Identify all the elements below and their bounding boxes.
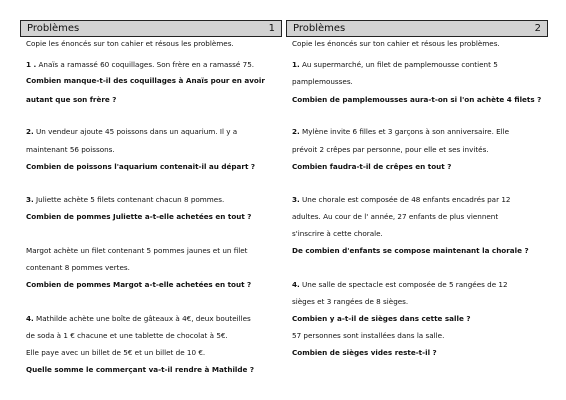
card-header [286,20,548,37]
problem-4-text [26,314,280,324]
problem-3-text [292,195,546,205]
problem-statement: Un vendeur ajoute 45 poissons dans un aquarium. Il y a [33,127,238,136]
problem-number: 2. [26,127,34,136]
problem-2-text-line-2: prévoit 2 crêpes par personne, pour elle et ses invités. [292,145,489,154]
problem-3-text-line-2: adultes. Au cour de l' année, 27 enfants de plus viennent [292,212,499,221]
problem-1-question-line-1: Combien manque-t-il des coquillages à Anaïs pour en avoir [26,76,265,85]
problem-1-text-line-2: pamplemousses. [292,77,353,86]
problem-1-text [292,60,546,70]
problem-2-question: Combien faudra-t-il de crêpes en tout ? [292,162,452,171]
problem-statement: Anaïs a ramassé 60 coquillages. Son frère en a ramassé 75. [36,60,255,69]
problem-3-question: Combien de pommes Juliette a-t-elle achetées en tout ? [26,212,252,221]
problem-3-text [26,195,280,205]
card-header [20,20,282,37]
problem-3-question: De combien d'enfants se compose maintenant la chorale ? [292,246,529,255]
problem-statement: Juliette achète 5 filets contenant chacun 8 pommes. [33,195,225,204]
problem-4-text-line-3: 57 personnes sont installées dans la salle. [292,331,445,340]
problem-number: 2. [292,127,300,136]
problem-3-text-line-3: s'inscrire à cette chorale. [292,229,383,238]
problem-3b-text-line-1: Margot achète un filet contenant 5 pommes jaunes et un filet [26,246,248,255]
worksheet-card-2 [286,20,548,396]
problem-4-text-line-3: Elle paye avec un billet de 5€ et un billet de 10 €. [26,348,206,357]
problem-3b-text-line-2: contenant 8 pommes vertes. [26,263,130,272]
problem-4-question: Quelle somme le commerçant va-t-il rendre à Mathilde ? [26,365,255,374]
problem-statement: Mylène invite 6 filles et 3 garçons à son anniversaire. Elle [299,127,510,136]
problem-4-question-1: Combien y a-t-il de sièges dans cette salle ? [292,314,471,323]
problem-number: 1. [292,60,300,69]
problem-number: 3. [26,195,34,204]
problem-4-question-2: Combien de sièges vides reste-t-il ? [292,348,437,357]
problem-statement: Une salle de spectacle est composée de 5 rangées de 12 [299,280,508,289]
problem-2-text [26,127,280,137]
problem-statement: Au supermarché, un filet de pamplemousse contient 5 [299,60,498,69]
problem-number: 4. [292,280,300,289]
card-number: 1 [268,23,275,34]
problem-3b-question: Combien de pommes Margot a-t-elle achetées en tout ? [26,280,252,289]
problem-4-text [292,280,546,290]
worksheet-card-1 [20,20,282,396]
problem-2-text-line-2: maintenant 56 poissons. [26,145,115,154]
problem-number: 4. [26,314,34,323]
card-title: Problèmes [293,23,346,34]
problem-number: 1 . [26,60,37,69]
problem-1-text [26,60,280,70]
card-number: 2 [534,23,541,34]
problem-statement: Mathilde achète une boîte de gâteaux à 4€, deux bouteilles [33,314,251,323]
problem-1-question: Combien de pamplemousses aura-t-on si l'on achète 4 filets ? [292,95,542,104]
problem-number: 3. [292,195,300,204]
instruction: Copie les énoncés sur ton cahier et résous les problèmes. [26,39,234,48]
problem-1-question-line-2: autant que son frère ? [26,95,117,104]
card-title: Problèmes [27,23,80,34]
problem-4-text-line-2: de soda à 1 € chacune et une tablette de chocolat à 5€. [26,331,228,340]
problem-4-text-line-2: sièges et 3 rangées de 8 sièges. [292,297,409,306]
problem-2-text [292,127,546,137]
problem-2-question: Combien de poissons l'aquarium contenait-il au départ ? [26,162,256,171]
problem-statement: Une chorale est composée de 48 enfants encadrés par 12 [299,195,511,204]
instruction: Copie les énoncés sur ton cahier et résous les problèmes. [292,39,500,48]
